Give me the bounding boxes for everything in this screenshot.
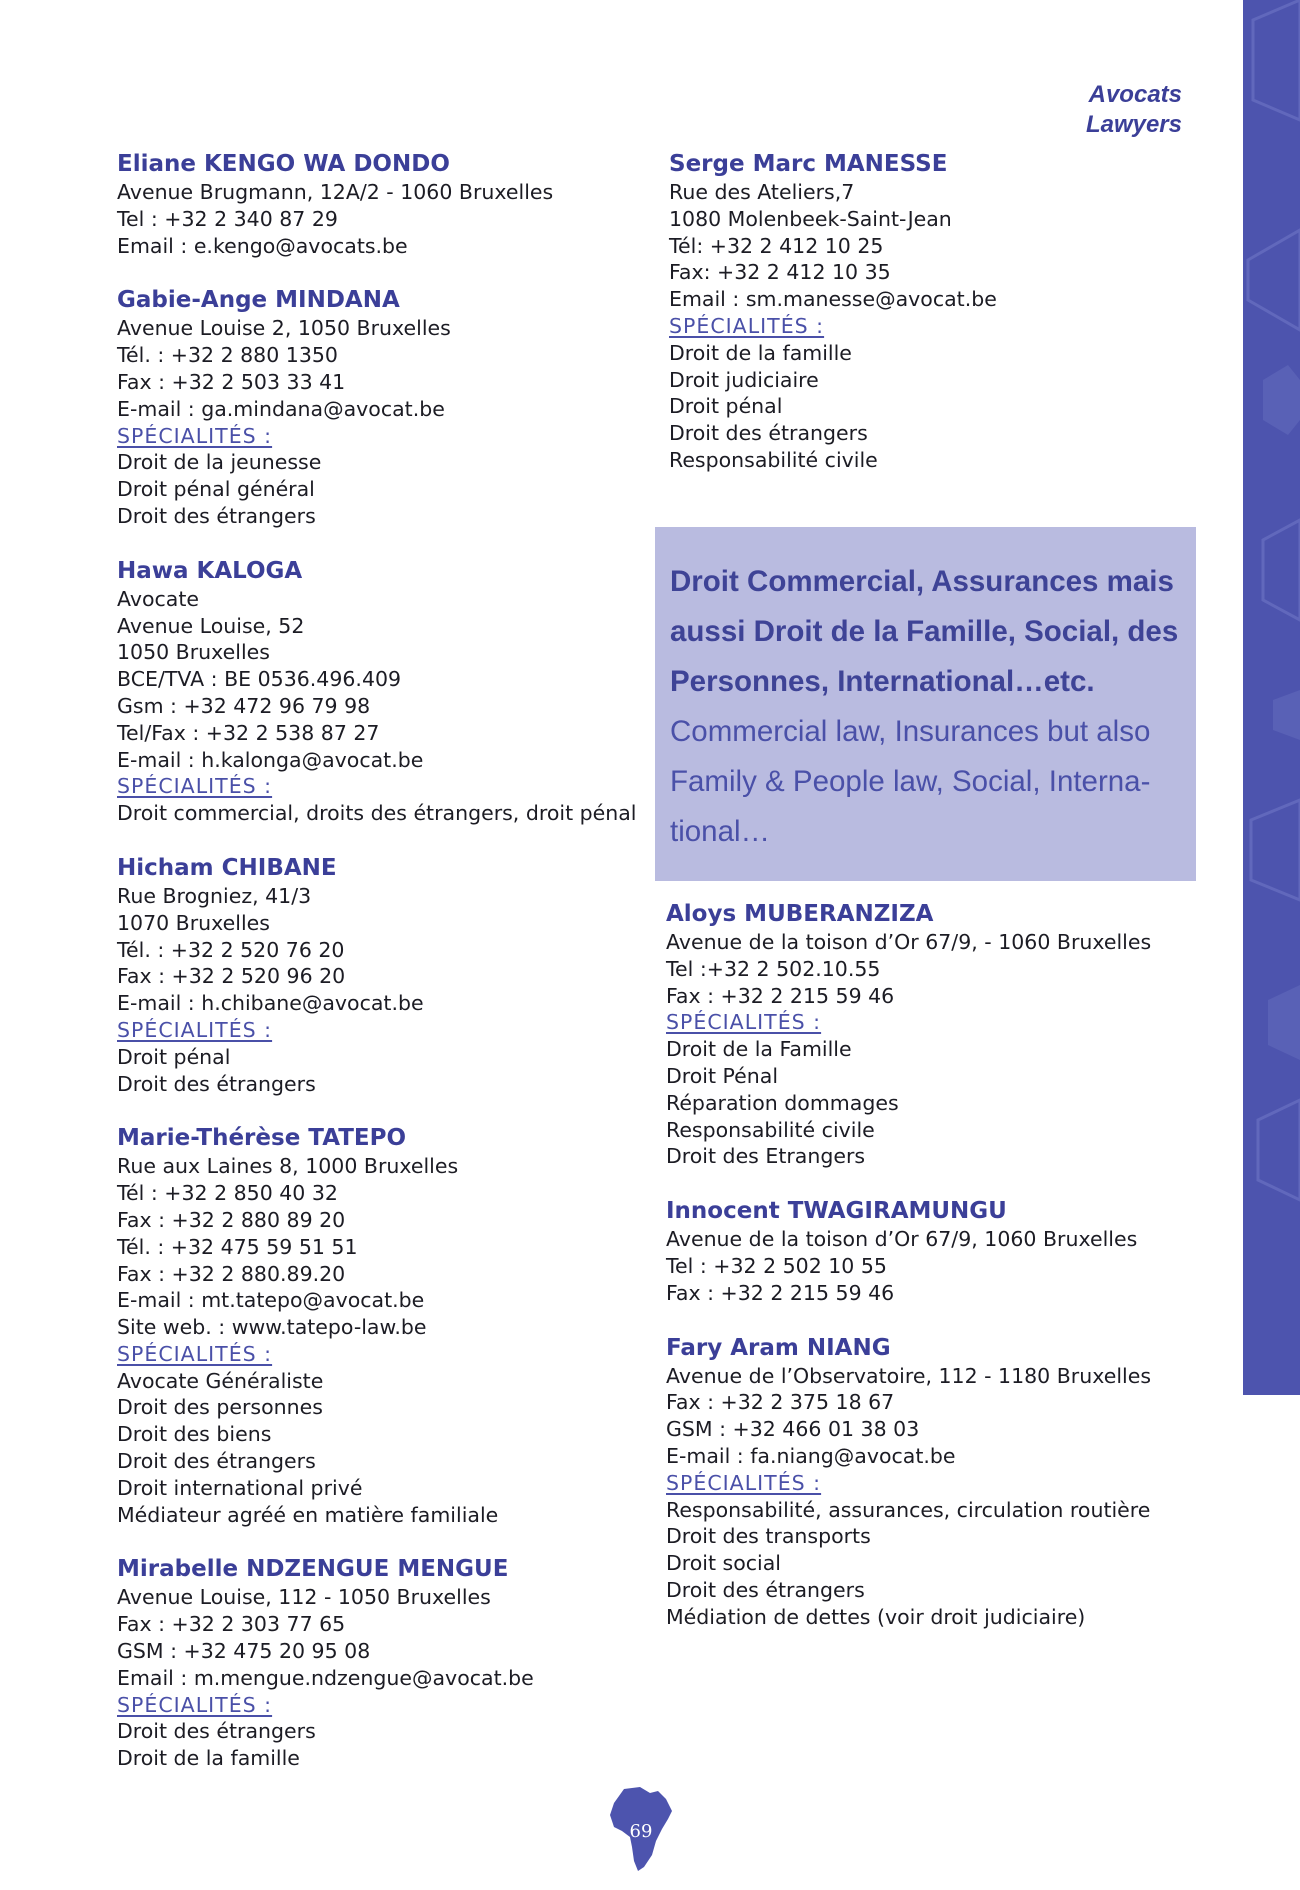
specialties-label: SPÉCIALITÉS :: [666, 1470, 822, 1495]
callout-fr-line: Droit Commercial, Assurances mais: [670, 565, 1174, 598]
specialty-item: Droit des étrangers: [117, 1449, 316, 1474]
contact-line: Fax : +32 2 880 89 20: [117, 1207, 346, 1232]
lawyer-entry: [666, 900, 1226, 1170]
contact-line: Email : sm.manesse@avocat.be: [669, 287, 997, 312]
specialty-item: Responsabilité civile: [666, 1117, 875, 1142]
contact-line: Email : m.mengue.ndzengue@avocat.be: [117, 1665, 534, 1690]
specialty-item: Droit pénal général: [117, 477, 315, 502]
specialty-item: Droit des étrangers: [117, 503, 316, 528]
specialty-item: Droit des Etrangers: [666, 1144, 866, 1169]
specialty-item: Droit de la Famille: [666, 1037, 852, 1062]
specialty-item: Droit des transports: [666, 1524, 871, 1549]
lawyer-name: Fary Aram NIANG: [666, 1334, 891, 1361]
contact-line: Site web. : www.tatepo-law.be: [117, 1315, 427, 1340]
specialty-item: Droit Pénal: [666, 1063, 779, 1088]
specialty-item: Droit pénal: [669, 394, 783, 419]
specialty-item: Droit des étrangers: [117, 1719, 316, 1744]
lawyer-entry: [117, 1124, 657, 1528]
header-lawyers: Lawyers: [1085, 111, 1182, 138]
lawyer-entry: [117, 1555, 657, 1772]
lawyer-name: Hawa KALOGA: [117, 557, 303, 584]
contact-line: Tél : +32 2 850 40 32: [117, 1181, 338, 1206]
contact-line: Rue aux Laines 8, 1000 Bruxelles: [117, 1154, 459, 1179]
lawyer-entry: [666, 1197, 1226, 1306]
callout-en-line: Commercial law, Insurances but also: [670, 715, 1151, 748]
lawyer-name: Aloys MUBERANZIZA: [666, 901, 934, 927]
specialties-label: SPÉCIALITÉS :: [117, 774, 273, 799]
contact-line: Fax : +32 2 215 59 46: [666, 1280, 895, 1305]
callout-fr-line: Personnes, International…etc.: [670, 665, 1095, 698]
lawyer-name: Eliane KENGO WA DONDO: [117, 151, 450, 177]
specialty-item: Droit de la jeunesse: [117, 450, 322, 475]
contact-line: E-mail : ga.mindana@avocat.be: [117, 396, 445, 421]
contact-line: E-mail : mt.tatepo@avocat.be: [117, 1288, 425, 1313]
contact-line: Avenue Brugmann, 12A/2 - 1060 Bruxelles: [117, 180, 554, 204]
contact-line: Tél: +32 2 412 10 25: [669, 233, 884, 258]
contact-line: Fax : +32 2 215 59 46: [666, 983, 895, 1008]
specialty-item: Droit commercial, droits des étrangers, droit pénal: [117, 801, 637, 826]
contact-line: Tél. : +32 2 880 1350: [117, 343, 338, 368]
specialty-item: Droit des biens: [117, 1422, 272, 1447]
contact-line: E-mail : h.chibane@avocat.be: [117, 991, 424, 1016]
contact-line: 1070 Bruxelles: [117, 910, 270, 935]
contact-line: E-mail : h.kalonga@avocat.be: [117, 747, 424, 772]
specialties-label: SPÉCIALITÉS :: [117, 1692, 273, 1717]
specialty-item: Réparation dommages: [666, 1090, 899, 1115]
specialty-item: Avocate Généraliste: [117, 1368, 324, 1393]
specialty-item: Droit social: [666, 1551, 782, 1576]
highlight-callout: [655, 527, 1196, 881]
hexagon-pattern: [1243, 0, 1300, 1395]
lawyer-name: Serge Marc MANESSE: [669, 151, 948, 177]
contact-line: Email : e.kengo@avocats.be: [117, 233, 408, 258]
lawyer-entry: [117, 150, 657, 259]
lawyer-entry: [117, 557, 657, 827]
lawyer-name: Hicham CHIBANE: [117, 854, 337, 881]
page-number-badge: [606, 1785, 676, 1875]
contact-line: Fax : +32 2 303 77 65: [117, 1612, 346, 1637]
callout-fr-line: aussi Droit de la Famille, Social, des: [670, 615, 1179, 648]
contact-line: Tel : +32 2 340 87 29: [117, 206, 338, 231]
specialty-item: Droit pénal: [117, 1044, 231, 1069]
contact-line: Avenue de la toison d’Or 67/9, - 1060 Bruxelles: [666, 930, 1152, 954]
callout-english: [670, 707, 1186, 857]
page-number: 69: [629, 1821, 653, 1842]
contact-line: Rue Brogniez, 41/3: [117, 883, 312, 908]
lawyer-name: Marie-Thérèse TATEPO: [117, 1125, 407, 1152]
contact-line: E-mail : fa.niang@avocat.be: [666, 1443, 956, 1468]
contact-line: Tel : +32 2 502 10 55: [666, 1253, 887, 1278]
contact-line: Avenue de la toison d’Or 67/9, 1060 Bruxelles: [666, 1227, 1138, 1252]
lawyer-name: Gabie-Ange MINDANA: [117, 287, 400, 314]
contact-line: GSM : +32 475 20 95 08: [117, 1639, 371, 1664]
contact-line: Fax : +32 2 375 18 67: [666, 1390, 895, 1415]
contact-line: 1080 Molenbeek-Saint-Jean: [669, 206, 952, 231]
right-column-top: [669, 150, 1189, 501]
specialty-item: Droit des étrangers: [117, 1071, 316, 1096]
specialty-item: Droit des personnes: [117, 1395, 323, 1420]
specialty-item: Droit des étrangers: [666, 1577, 865, 1602]
specialty-item: Médiateur agréé en matière familiale: [117, 1502, 499, 1527]
specialties-label: SPÉCIALITÉS :: [117, 1341, 273, 1366]
specialties-label: SPÉCIALITÉS :: [117, 1017, 273, 1042]
lawyer-entry: [117, 286, 657, 529]
header-avocats: Avocats: [1088, 81, 1182, 108]
contact-line: 1050 Bruxelles: [117, 640, 270, 665]
lawyer-name: Innocent TWAGIRAMUNGU: [666, 1198, 1007, 1225]
contact-line: Avenue Louise, 52: [117, 613, 305, 638]
contact-line: Fax : +32 2 520 96 20: [117, 964, 346, 989]
right-column-bottom: [666, 900, 1226, 1658]
callout-en-line: Family & People law, Social, Interna-: [670, 765, 1151, 798]
specialty-item: Droit judiciaire: [669, 367, 819, 392]
contact-line: Fax : +32 2 503 33 41: [117, 369, 346, 394]
specialty-item: Responsabilité civile: [669, 447, 878, 472]
callout-french: [670, 557, 1186, 707]
lawyer-entry: [669, 150, 1189, 474]
contact-line: Avocate: [117, 586, 199, 611]
specialty-item: Droit de la famille: [117, 1746, 300, 1771]
specialties-label: SPÉCIALITÉS :: [666, 1010, 822, 1035]
contact-line: Tel :+32 2 502.10.55: [666, 956, 881, 981]
specialties-label: SPÉCIALITÉS :: [669, 313, 825, 338]
contact-line: Tel/Fax : +32 2 538 87 27: [117, 720, 380, 745]
contact-line: Fax : +32 2 880.89.20: [117, 1261, 346, 1286]
contact-line: Rue des Ateliers,7: [669, 180, 855, 204]
side-decorative-band: [1243, 0, 1300, 1395]
contact-line: Tél. : +32 475 59 51 51: [117, 1234, 358, 1259]
contact-line: Fax: +32 2 412 10 35: [669, 260, 891, 285]
callout-en-line: tional…: [670, 815, 771, 848]
contact-line: GSM : +32 466 01 38 03: [666, 1417, 920, 1442]
specialty-item: Droit de la famille: [669, 340, 852, 365]
contact-line: Gsm : +32 472 96 79 98: [117, 693, 371, 718]
contact-line: BCE/TVA : BE 0536.496.409: [117, 667, 402, 692]
contact-line: Avenue Louise 2, 1050 Bruxelles: [117, 316, 451, 341]
lawyer-entry: [117, 854, 657, 1097]
contact-line: Avenue Louise, 112 - 1050 Bruxelles: [117, 1585, 491, 1610]
specialty-item: Médiation de dettes (voir droit judiciaire): [666, 1604, 1086, 1629]
lawyer-name: Mirabelle NDZENGUE MENGUE: [117, 1556, 509, 1583]
specialty-item: Droit international privé: [117, 1475, 363, 1500]
specialty-item: Droit des étrangers: [669, 421, 868, 446]
specialty-item: Responsabilité, assurances, circulation routière: [666, 1497, 1151, 1522]
contact-line: Avenue de l’Observatoire, 112 - 1180 Bruxelles: [666, 1363, 1152, 1388]
left-column: [117, 150, 657, 1799]
lawyer-entry: [666, 1334, 1226, 1631]
specialties-label: SPÉCIALITÉS :: [117, 423, 273, 448]
contact-line: Tél. : +32 2 520 76 20: [117, 937, 345, 962]
page-header: [1086, 80, 1182, 140]
